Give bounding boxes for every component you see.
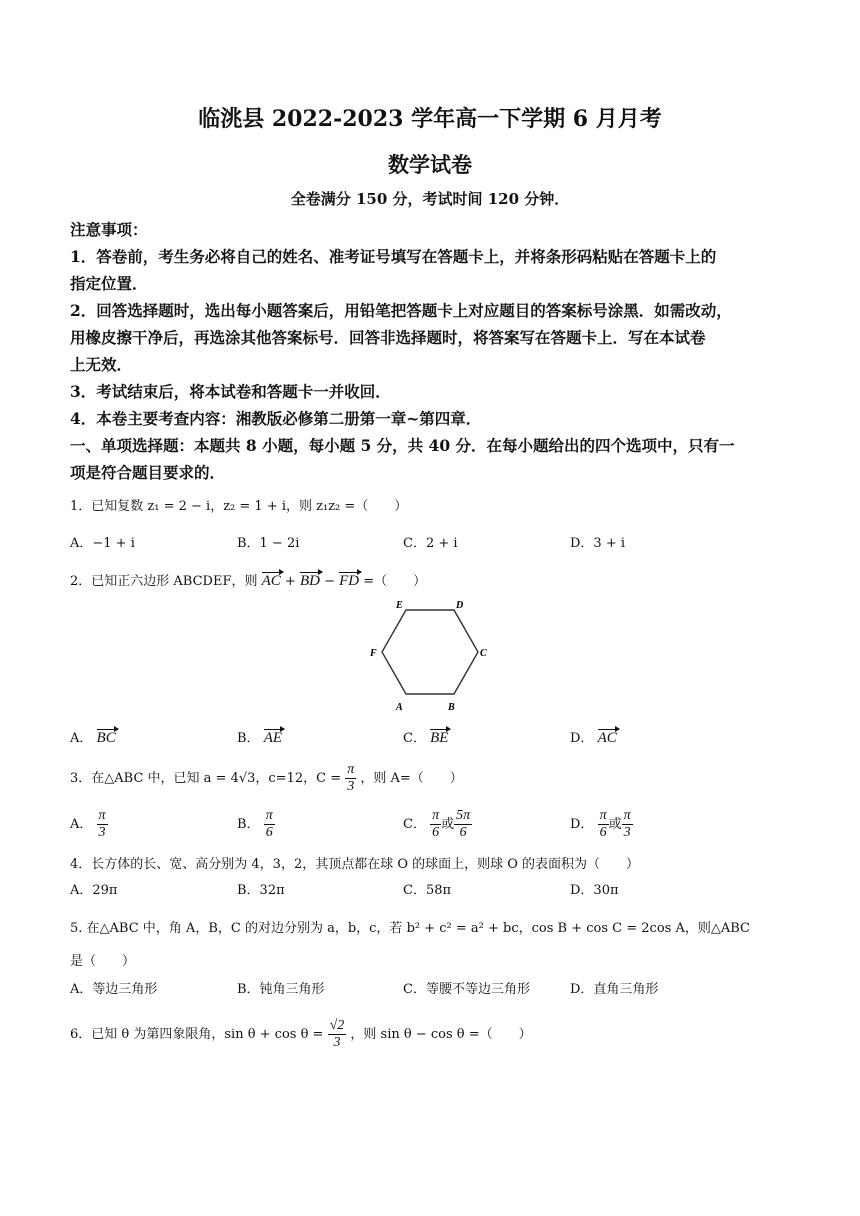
exam-title: 临洮县 2022-2023 学年高一下学期 6 月月考 bbox=[198, 106, 662, 132]
question-1-option-d: D．3 + i bbox=[570, 536, 626, 551]
score-note: 全卷满分 150 分，考试时间 120 分钟． bbox=[290, 190, 570, 208]
question-1-option-c: C．2 + i bbox=[403, 536, 458, 551]
hexagon-figure bbox=[360, 598, 500, 714]
question-1-option-b: B．1 − 2i bbox=[237, 536, 300, 551]
vector-bc: BC bbox=[96, 730, 116, 746]
notes-heading: 注意事项： bbox=[70, 220, 148, 239]
note-1-line-b: 指定位置． bbox=[70, 274, 148, 293]
hex-label-a: A bbox=[396, 702, 403, 713]
question-3-option-a: A． $\frac{\pi}{3}$ bbox=[70, 808, 106, 840]
question-2-option-c: C． BE bbox=[403, 730, 449, 746]
section-1-line-b: 项是符合题目要求的． bbox=[70, 463, 226, 482]
vector-ae: AE bbox=[263, 730, 283, 746]
hex-label-f: F bbox=[370, 648, 377, 659]
question-1-option-a: A．−1 + i bbox=[70, 536, 135, 551]
question-5-stem-a: 5. 在△ABC 中，角 A，B，C 的对边分别为 a，b，c，若 b² + c² = a² + bc，cos B + cos C = 2cos A，则△ABC bbox=[70, 921, 750, 936]
question-2-stem-prefix: 2．已知正六边形 ABCDEF，则 bbox=[70, 574, 258, 589]
question-6-stem: 6．已知 θ 为第四象限角，sin θ + cos θ = $\frac{√2}{3}$ ，则 sin θ − cos θ =（ ） bbox=[70, 1018, 532, 1050]
question-2-stem-suffix: =（ ） bbox=[363, 574, 427, 589]
question-1-stem: 1．已知复数 z₁ = 2 − i，z₂ = 1 + i，则 z₁z₂ =（ ） bbox=[70, 499, 408, 514]
question-4-stem: 4．长方体的长、宽、高分别为 4，3，2，其顶点都在球 O 的球面上，则球 O 的表面积为（ ） bbox=[70, 857, 640, 872]
question-5-option-a: A．等边三角形 bbox=[70, 982, 158, 997]
note-1-line-a: 1．答卷前，考生务必将自己的姓名、准考证号填写在答题卡上，并将条形码粘贴在答题卡上的 bbox=[70, 247, 717, 266]
question-2-option-d: D． AC bbox=[570, 730, 617, 746]
section-1-line-a: 一、单项选择题：本题共 8 小题，每小题 5 分，共 40 分．在每小题给出的四个选项中，只有一 bbox=[70, 436, 735, 455]
vector-ac: AC bbox=[261, 573, 281, 589]
hex-label-e: E bbox=[396, 600, 403, 611]
question-2-option-b: B． AE bbox=[237, 730, 283, 746]
vector-fd: FD bbox=[339, 573, 360, 589]
question-4-option-a: A．29π bbox=[70, 883, 118, 898]
question-4-option-d: D．30π bbox=[570, 883, 619, 898]
note-2-line-a: 2．回答选择题时，选出每小题答案后，用铅笔把答题卡上对应题目的答案标号涂黑．如需改动， bbox=[70, 301, 732, 320]
question-3-option-c: C． $\frac{\pi}{6}$ 或 $\frac{5\pi}{6}$ bbox=[403, 808, 471, 840]
hex-label-d: D bbox=[456, 600, 464, 611]
hex-label-c: C bbox=[480, 648, 487, 659]
vector-be: BE bbox=[430, 730, 449, 746]
note-2-line-b: 用橡皮擦干净后，再选涂其他答案标号．回答非选择题时，将答案写在答题卡上．写在本试卷 bbox=[70, 328, 706, 347]
question-5-option-b: B．钝角三角形 bbox=[237, 982, 325, 997]
fraction-sqrt2-over-3: $\frac{√2}{3}$ bbox=[329, 1018, 345, 1050]
vector-bd: BD bbox=[299, 573, 320, 589]
question-2-stem: 2．已知正六边形 ABCDEF，则 AC + BD − FD =（ ） bbox=[70, 573, 427, 589]
hexagon-outline bbox=[382, 610, 478, 694]
question-5-stem-b: 是（ ） bbox=[70, 954, 136, 969]
question-3-stem: 3．在△ABC 中，已知 a = 4√3，c=12，C = $\frac{\pi}{3}$ ，则 A=（ ） bbox=[70, 762, 463, 794]
question-3-option-b: B． $\frac{\pi}{6}$ bbox=[237, 808, 273, 840]
vector-ac-option: AC bbox=[597, 730, 617, 746]
note-3: 3．考试结束后，将本试卷和答题卡一并收回． bbox=[70, 382, 391, 401]
question-4-option-c: C．58π bbox=[403, 883, 452, 898]
question-5-option-d: D．直角三角形 bbox=[570, 982, 659, 997]
question-3-option-d: D． $\frac{\pi}{6}$ 或 $\frac{\pi}{3}$ bbox=[570, 808, 631, 840]
question-4-option-b: B．32π bbox=[237, 883, 285, 898]
fraction-pi-over-3: $\frac{\pi}{3}$ bbox=[347, 762, 355, 794]
question-2-option-a: A． BC bbox=[70, 730, 116, 746]
note-2-line-c: 上无效． bbox=[70, 355, 133, 374]
hex-label-b: B bbox=[448, 702, 455, 713]
question-5-option-c: C．等腰不等边三角形 bbox=[403, 982, 530, 997]
exam-subtitle: 数学试卷 bbox=[388, 152, 472, 177]
note-4: 4．本卷主要考查内容：湘教版必修第二册第一章~第四章． bbox=[70, 409, 482, 428]
